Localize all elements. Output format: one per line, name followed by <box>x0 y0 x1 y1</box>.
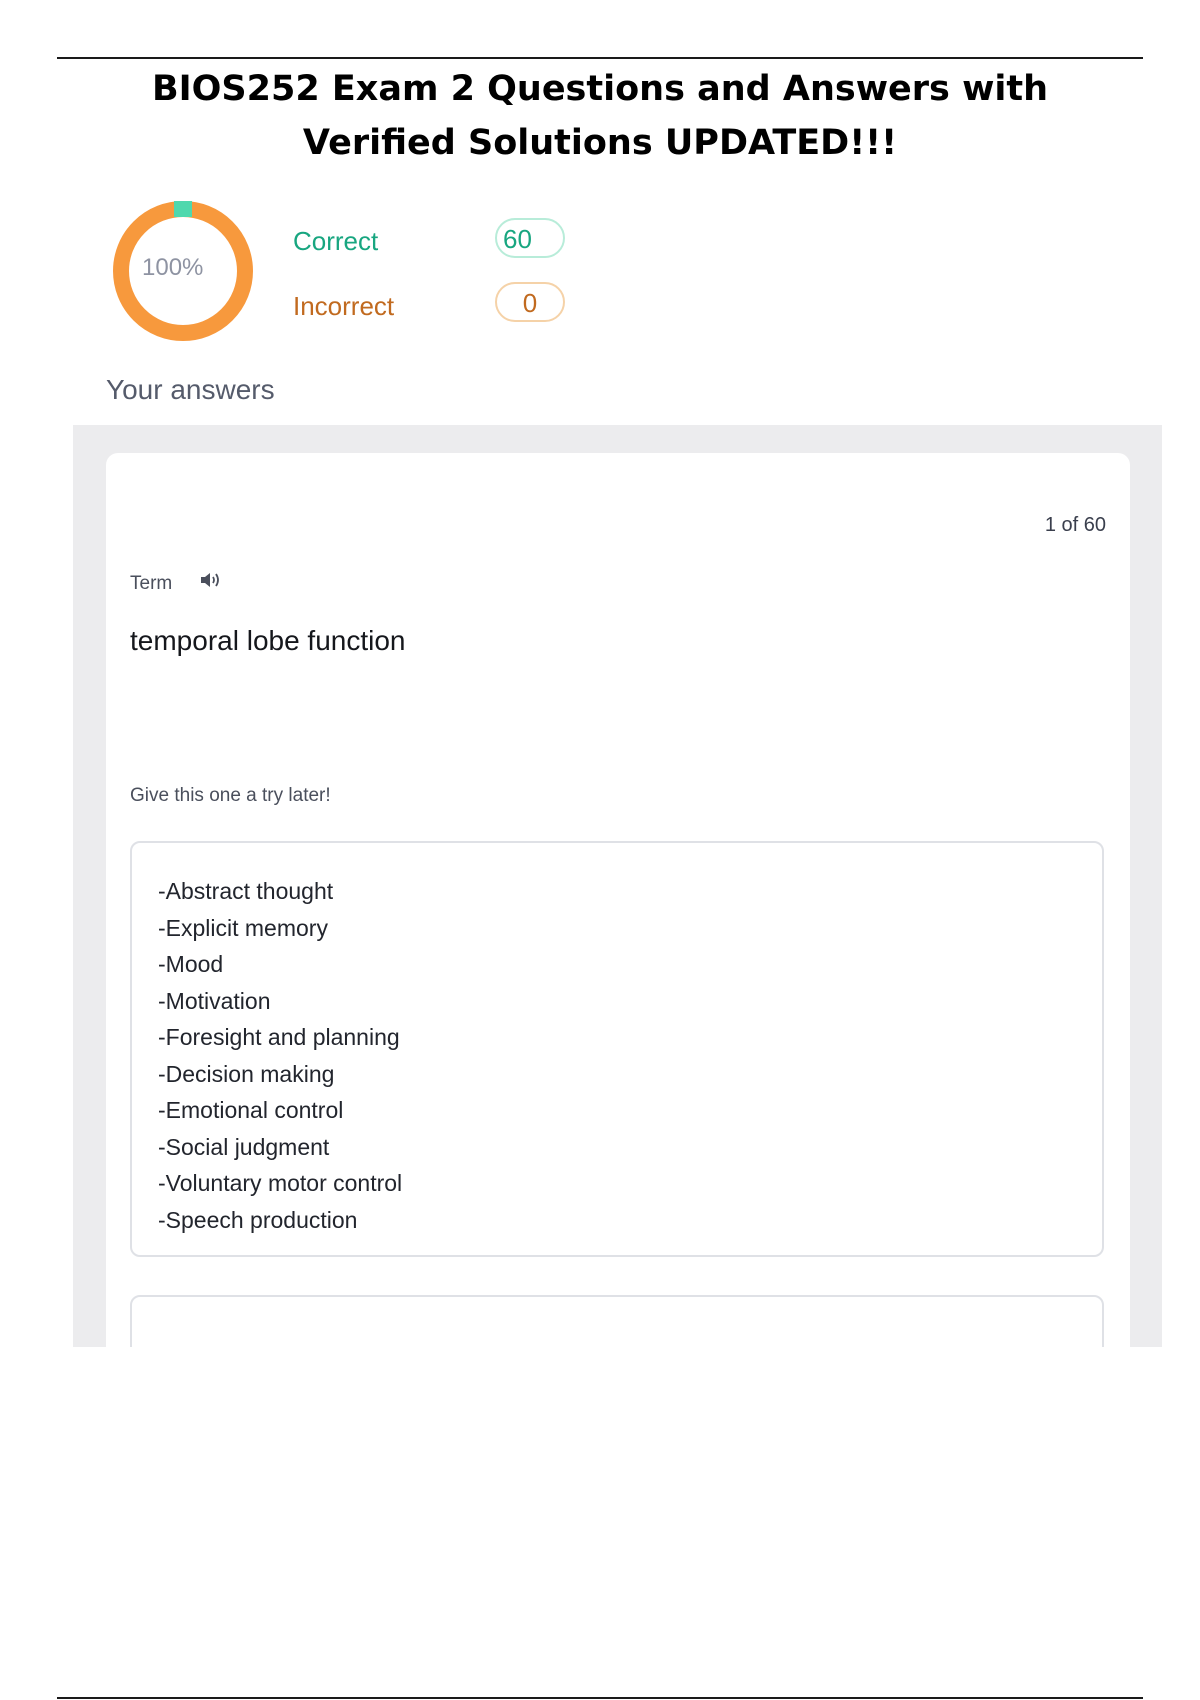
answer-line: -Social judgment <box>158 1133 330 1160</box>
answer-line: -Mood <box>158 951 224 977</box>
score-ring-marker <box>174 201 192 217</box>
answer-line: -Voluntary motor control <box>158 1170 403 1196</box>
answer-line: -Decision making <box>158 1060 335 1087</box>
answer-line: -Emotional control <box>158 1097 344 1123</box>
score-donut <box>110 198 256 344</box>
term-label: Term <box>130 573 173 594</box>
your-answers-heading: Your answers <box>106 374 275 405</box>
correct-count-badge: 60 <box>495 218 565 258</box>
card-counter: 1 of 60 <box>1044 514 1106 536</box>
incorrect-label: Incorrect <box>293 291 395 321</box>
bottom-rule <box>57 1697 1143 1699</box>
answers-panel[interactable] <box>73 425 1162 1347</box>
correct-label: Correct <box>293 226 379 256</box>
speaker-icon[interactable] <box>198 569 224 591</box>
answer-line: -Explicit memory <box>158 914 328 941</box>
answer-line: -Foresight and planning <box>158 1024 400 1050</box>
score-percent: 100% <box>142 254 204 281</box>
term-text: temporal lobe function <box>130 625 406 656</box>
answer-line: -Abstract thought <box>158 878 334 904</box>
flashcard <box>106 453 1130 1347</box>
document-title: BIOS252 Exam 2 Questions and Answers with Verified Solutions UPDATED!!! <box>151 69 1049 163</box>
top-rule <box>57 57 1143 59</box>
try-later-hint: Give this one a try later! <box>130 785 331 806</box>
answer-box[interactable] <box>130 841 1104 1257</box>
answer-line: -Motivation <box>158 987 271 1014</box>
answer-line: -Speech production <box>158 1206 358 1233</box>
answer-list <box>158 873 1102 1238</box>
incorrect-count-badge: 0 <box>495 282 565 322</box>
next-answer-box[interactable] <box>130 1295 1104 1347</box>
